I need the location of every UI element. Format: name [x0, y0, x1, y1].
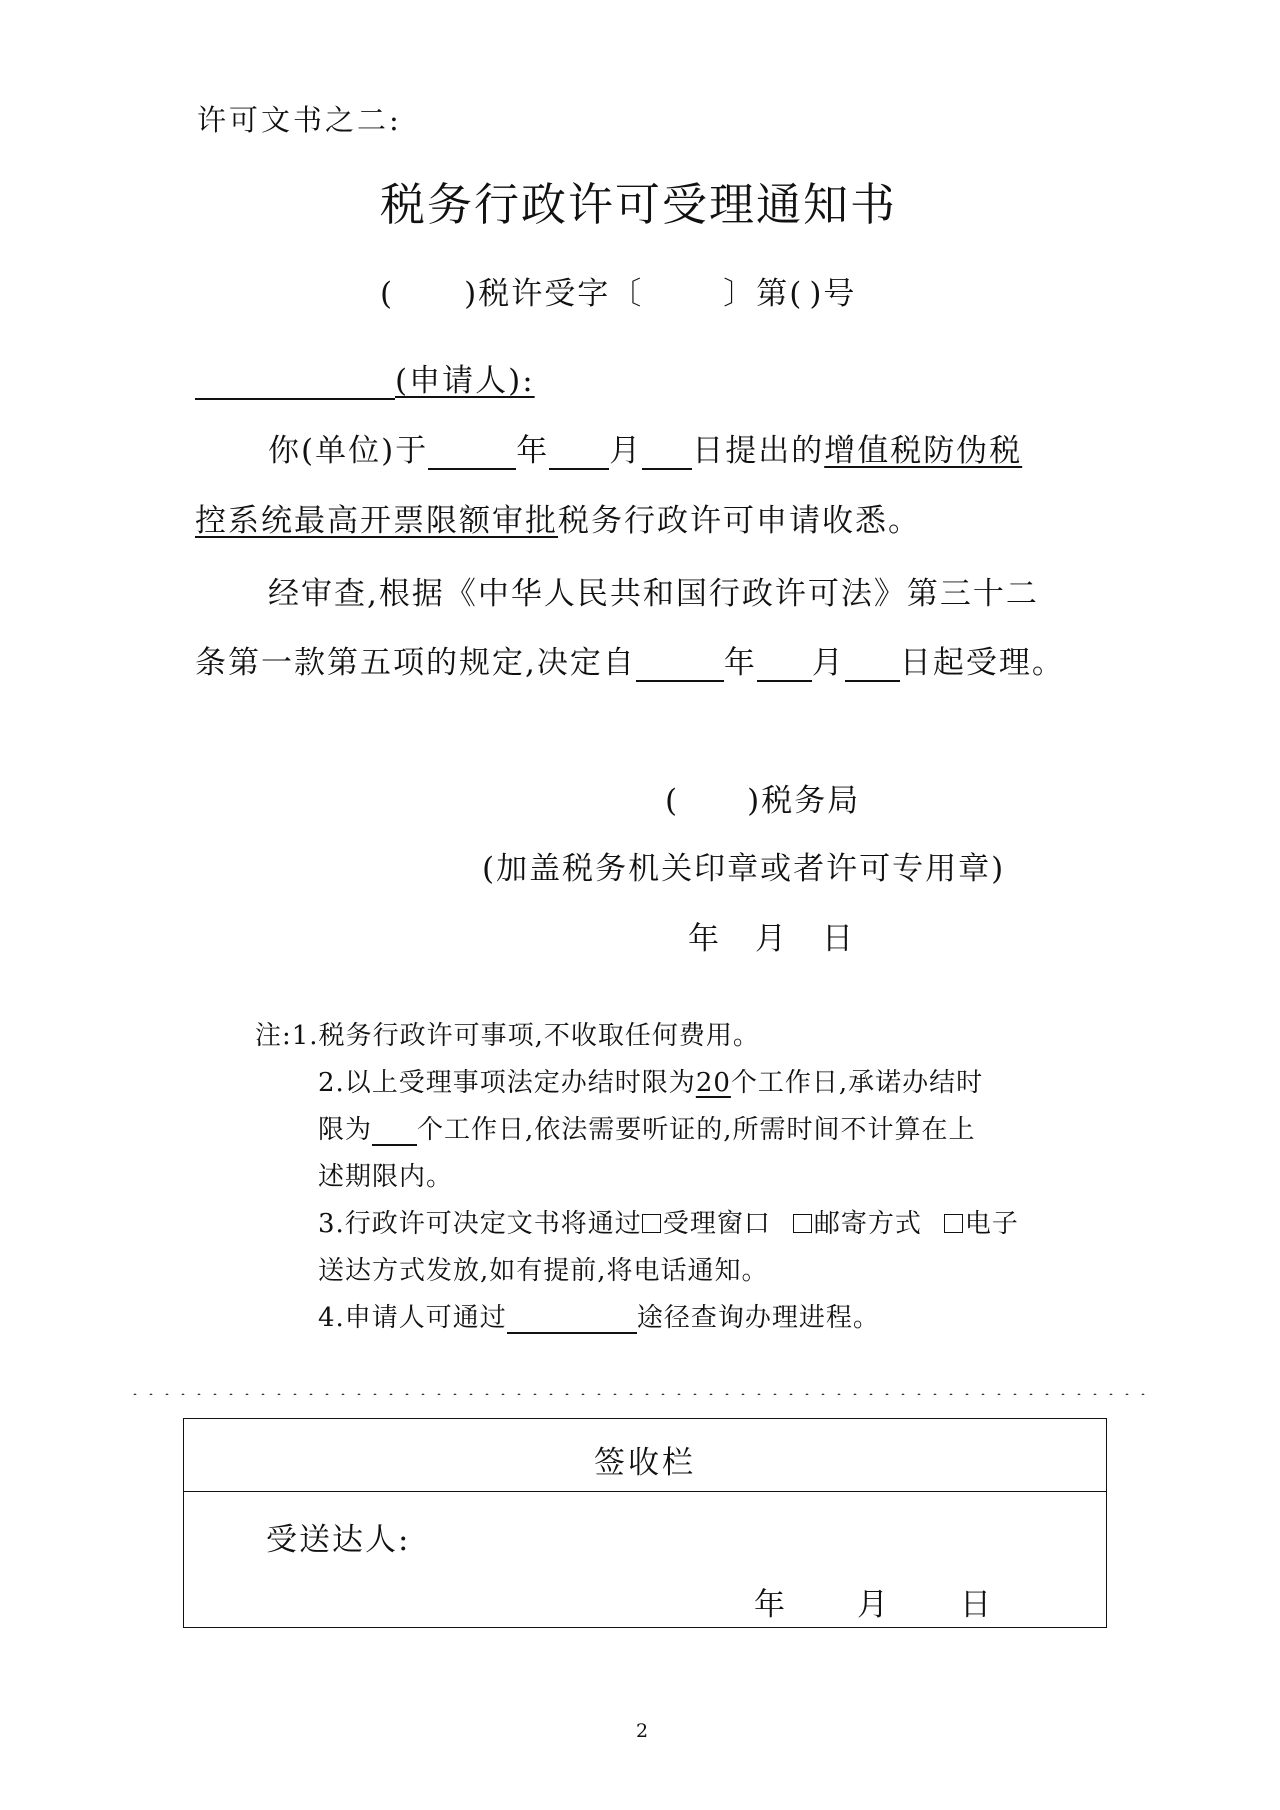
para2-end: 日起受理。	[899, 645, 1065, 681]
note-2-line2-start: 限为	[318, 1115, 373, 1145]
page-number: 2	[636, 1720, 649, 1742]
note-3-line2: 送达方式发放,如有提前,将电话通知。	[318, 1256, 769, 1286]
page-title: 税务行政许可受理通知书	[380, 178, 898, 231]
note-2-line2-end: 个工作日,依法需要听证的,所需时间不计算在上	[417, 1115, 976, 1145]
permit-item-cont: 控系统最高开票限额审批	[195, 503, 558, 539]
option-mail-checkbox[interactable]	[793, 1214, 812, 1233]
recipient-label: 受送达人:	[266, 1522, 411, 1558]
issuer-date-year: 年	[688, 921, 721, 957]
note-4-channel-blank	[507, 1305, 637, 1334]
note-prefix: 注:	[255, 1021, 292, 1051]
para1-year-blank	[428, 435, 516, 470]
note-4	[318, 1297, 880, 1334]
note-1	[255, 1015, 760, 1052]
receipt-date	[754, 1579, 993, 1624]
para1-day-blank	[642, 435, 692, 470]
para2-line1: 经审查,根据《中华人民共和国行政许可法》第三十二	[268, 576, 1039, 612]
applicant-label: (申请人):	[395, 363, 535, 399]
doc-number-num-open: (	[789, 276, 804, 312]
receipt-date-day: 日	[960, 1587, 993, 1623]
para2-year: 年	[723, 645, 757, 681]
note-4-end: 途径查询办理进程。	[636, 1303, 880, 1333]
option-window-checkbox[interactable]	[642, 1214, 661, 1233]
para2-year-blank	[636, 647, 724, 682]
para1-line1	[268, 425, 1022, 470]
doc-label: 许可文书之二:	[197, 103, 402, 137]
issuer-date	[688, 913, 855, 958]
receipt-header: 签收栏	[594, 1445, 696, 1481]
cut-line	[127, 1393, 1155, 1395]
note-1-text: 1.税务行政许可事项,不收取任何费用。	[291, 1021, 760, 1051]
receipt-divider	[184, 1491, 1106, 1492]
para2-start: 条第一款第五项的规定,决定自	[195, 645, 636, 681]
doc-number-bracket-close: 〕第	[723, 276, 790, 312]
note-2-line3: 述期限内。	[318, 1162, 454, 1192]
applicant-line	[195, 355, 535, 400]
para2-day-blank	[845, 647, 900, 682]
receipt-date-year: 年	[754, 1587, 787, 1623]
note-2-days-blank	[372, 1117, 417, 1146]
para2-month-blank	[757, 647, 812, 682]
option-window-label: 受理窗口	[662, 1209, 771, 1239]
doc-number-open: (	[380, 276, 395, 312]
doc-number-suffix: 号	[823, 276, 857, 312]
para1-end: 税务行政许可申请收悉。	[558, 503, 921, 539]
note-2	[318, 1062, 983, 1099]
issuer-open: (	[665, 783, 680, 819]
para1-line2	[195, 495, 921, 540]
receipt-table	[183, 1418, 1107, 1628]
issuer-name: )税务局	[747, 783, 861, 819]
note-2-days: 20	[695, 1068, 731, 1098]
para1-start: 你(单位)于	[268, 433, 429, 469]
permit-item: 增值税防伪税	[824, 433, 1023, 469]
option-electronic-checkbox[interactable]	[944, 1214, 963, 1233]
option-electronic-label: 电子	[964, 1209, 1019, 1239]
doc-number-num-close: )	[809, 276, 824, 312]
note-2-line2	[318, 1109, 976, 1146]
para1-month-blank	[549, 435, 609, 470]
issuer-date-day: 日	[822, 921, 855, 957]
note-3	[318, 1203, 1019, 1240]
issuer-date-month: 月	[755, 921, 788, 957]
para1-day-prefix: 日提出的	[692, 433, 825, 469]
para1-month: 月	[609, 433, 643, 469]
option-mail-label: 邮寄方式	[813, 1209, 922, 1239]
para2-month: 月	[811, 645, 845, 681]
note-4-start: 4.申请人可通过	[318, 1303, 507, 1333]
doc-number	[380, 268, 856, 313]
para2-line2	[195, 637, 1065, 682]
para1-year: 年	[516, 433, 550, 469]
note-2-start: 2.以上受理事项法定办结时限为	[318, 1068, 696, 1098]
note-3-start: 3.行政许可决定文书将通过	[318, 1209, 642, 1239]
note-2-end: 个工作日,承诺办结时	[730, 1068, 984, 1098]
doc-number-prefix: )税许受字〔	[464, 276, 644, 312]
receipt-date-month: 月	[857, 1587, 890, 1623]
seal-note: (加盖税务机关印章或者许可专用章)	[482, 851, 1006, 887]
issuer-line	[665, 775, 860, 820]
applicant-blank	[195, 365, 395, 400]
